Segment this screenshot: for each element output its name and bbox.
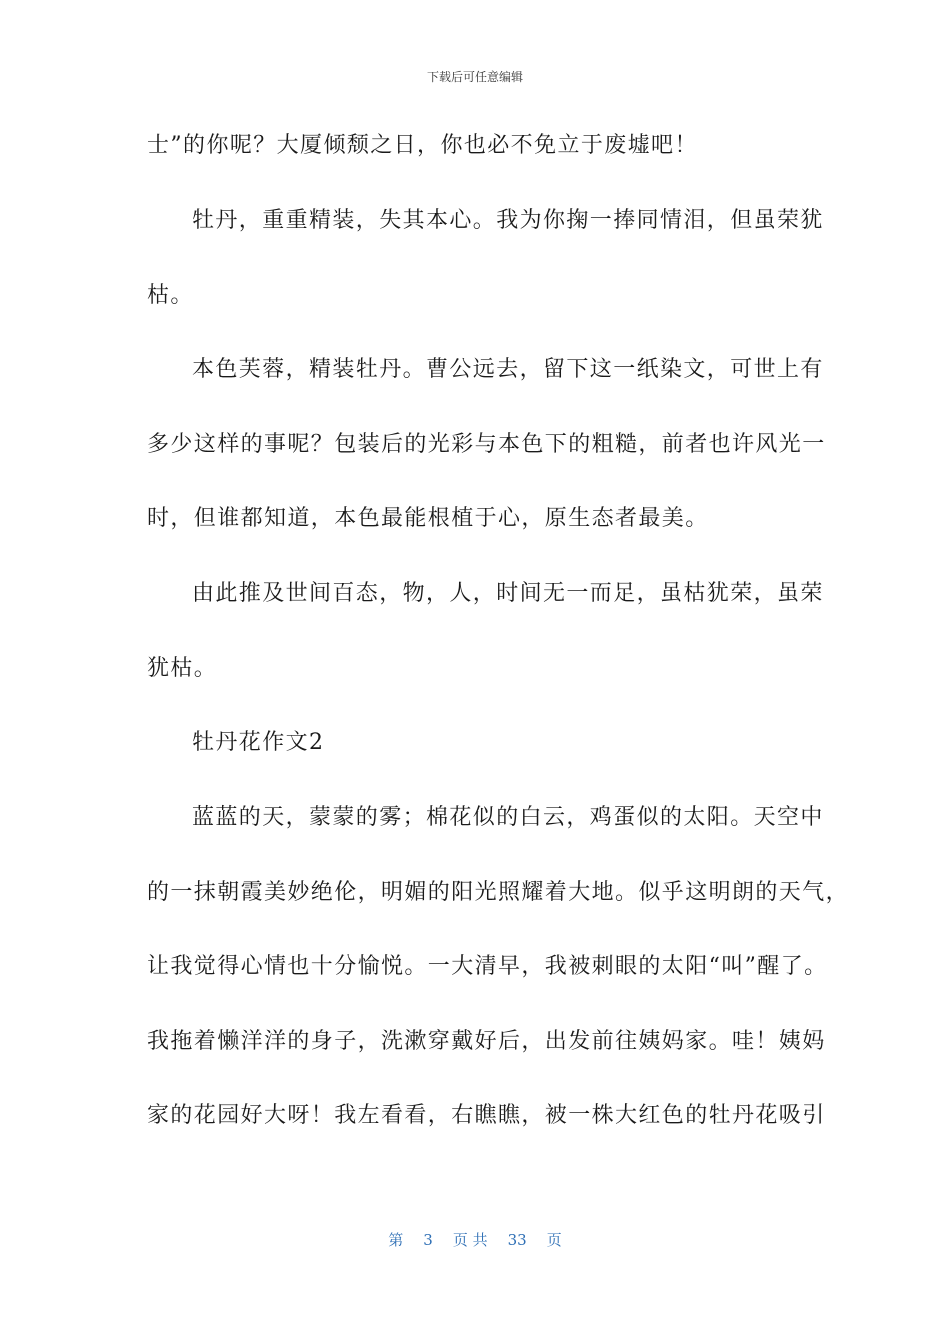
text-line: 让我觉得心情也十分愉悦。一大清早，我被刺眼的太阳“叫”醒了。 — [147, 954, 828, 979]
text-line: 的一抹朝霞美妙绝伦，明媚的阳光照耀着大地。似乎这明朗的天气， — [147, 880, 850, 905]
paragraph-line: 蓝蓝的天，蒙蒙的雾；棉花似的白云，鸡蛋似的太阳。天空中 — [192, 805, 824, 830]
current-page-number: 3 — [423, 1231, 433, 1249]
footer-middle: 页 共 — [452, 1231, 488, 1249]
text-line: 我拖着懒洋洋的身子，洗漱穿戴好后，出发前往姨妈家。哇！姨妈 — [147, 1029, 826, 1054]
text-line: 犹枯。 — [147, 656, 218, 681]
text-line: 时，但谁都知道，本色最能根植于心，原生态者最美。 — [147, 506, 709, 531]
paragraph-line: 由此推及世间百态，物，人，时间无一而足，虽枯犹荣，虽荣 — [192, 581, 824, 606]
text-line: 士”的你呢？大厦倾颓之日，你也必不免立于废墟吧！ — [147, 133, 698, 158]
section-heading: 牡丹花作文2 — [192, 730, 325, 755]
text-line: 多少这样的事呢？包装后的光彩与本色下的粗糙，前者也许风光一 — [147, 432, 826, 457]
total-page-count: 33 — [507, 1231, 527, 1249]
paragraph-line: 牡丹，重重精装，失其本心。我为你掬一捧同情泪，但虽荣犹 — [192, 208, 824, 233]
text-line: 枯。 — [147, 283, 194, 308]
footer-suffix: 页 — [546, 1231, 562, 1249]
footer-prefix: 第 — [388, 1231, 404, 1249]
paragraph-line: 本色芙蓉，精装牡丹。曹公远去，留下这一纸染文，可世上有 — [192, 357, 824, 382]
text-line: 家的花园好大呀！我左看看，右瞧瞧，被一株大红色的牡丹花吸引 — [147, 1103, 826, 1128]
page-header: 下载后可任意编辑 — [426, 70, 523, 84]
page-footer — [0, 1229, 950, 1250]
